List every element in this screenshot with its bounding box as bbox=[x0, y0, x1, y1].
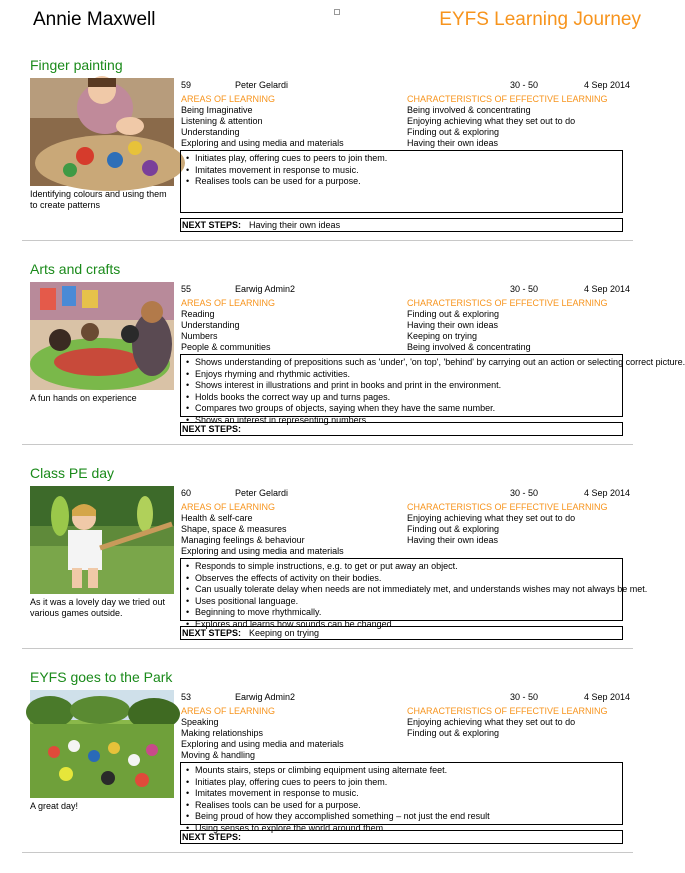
entry-age-band: 30 - 50 bbox=[510, 284, 539, 294]
area-item: Exploring and using media and materials bbox=[181, 138, 344, 148]
journal-entry bbox=[0, 261, 685, 465]
entry-age-band: 30 - 50 bbox=[510, 692, 539, 702]
area-item: Making relationships bbox=[181, 728, 264, 738]
entry-divider bbox=[22, 240, 633, 241]
char-item: Finding out & exploring bbox=[407, 728, 500, 738]
arts-crafts-photo bbox=[30, 282, 174, 390]
entry-title: Class PE day bbox=[30, 465, 115, 481]
next-steps-box bbox=[180, 626, 623, 640]
entry-date: 4 Sep 2014 bbox=[583, 284, 630, 294]
entry-number: 53 bbox=[181, 692, 192, 702]
outcomes-box bbox=[180, 354, 685, 425]
entry-number: 59 bbox=[181, 80, 192, 90]
student-name: Annie Maxwell bbox=[33, 9, 156, 30]
entry-age-band: 30 - 50 bbox=[510, 488, 539, 498]
area-item: Exploring and using media and materials bbox=[181, 739, 344, 749]
char-item: Finding out & exploring bbox=[407, 127, 500, 137]
char-item: Having their own ideas bbox=[407, 320, 499, 330]
areas-heading: AREAS OF LEARNING bbox=[181, 94, 276, 104]
entry-title: Finger painting bbox=[30, 57, 123, 73]
area-item: Listening & attention bbox=[181, 116, 263, 126]
outcome-item: • Using senses to explore the world around them bbox=[186, 823, 622, 835]
areas-of-learning bbox=[181, 298, 401, 354]
area-item: Moving & handling bbox=[181, 750, 256, 760]
next-steps-value: Having their own ideas bbox=[249, 220, 341, 230]
entry-number: 55 bbox=[181, 284, 192, 294]
entry-caption: A fun hands on experience bbox=[30, 393, 137, 403]
outcome-item: • Initiates play, offering cues to peers to join them. bbox=[186, 153, 622, 165]
area-item: Understanding bbox=[181, 320, 240, 330]
entry-caption: Identifying colours and using them to create patterns bbox=[30, 189, 167, 210]
outcome-item: • Enjoys rhyming and rhythmic activities. bbox=[186, 369, 622, 381]
area-item: People & communities bbox=[181, 342, 271, 352]
outcome-item: • Beginning to move rhythmically. bbox=[186, 607, 622, 619]
outcome-item: • Responds to simple instructions, e.g. to get or put away an object. bbox=[186, 561, 622, 573]
area-item: Reading bbox=[181, 309, 215, 319]
outcome-item: • Observes the effects of activity on their bodies. bbox=[186, 573, 622, 585]
outcome-item: • Realises tools can be used for a purpose. bbox=[186, 800, 622, 812]
outcome-item: • Shows interest in illustrations and print in books and print in the environment. bbox=[186, 380, 622, 392]
next-steps-label: NEXT STEPS: bbox=[182, 628, 242, 638]
entry-title: EYFS goes to the Park bbox=[30, 669, 173, 685]
outcome-item: • Explores and learns how sounds can be changed. bbox=[186, 619, 622, 631]
page-marker bbox=[334, 9, 340, 15]
outcome-item: • Compares two groups of objects, saying when they have the same number. bbox=[186, 403, 622, 415]
journal-entry bbox=[0, 465, 648, 669]
outcome-item: • Initiates play, offering cues to peers to join them. bbox=[186, 777, 622, 789]
outcomes-box bbox=[180, 150, 623, 213]
journal-entry bbox=[0, 669, 643, 873]
outcome-item: • Being proud of how they accomplished something – not just the end result bbox=[186, 811, 622, 823]
areas-heading: AREAS OF LEARNING bbox=[181, 706, 276, 716]
entry-author: Earwig Admin2 bbox=[235, 284, 296, 294]
char-item: Keeping on trying bbox=[407, 331, 478, 341]
characteristics-of-learning bbox=[407, 94, 637, 150]
area-item: Exploring and using media and materials bbox=[181, 546, 344, 556]
entry-date: 4 Sep 2014 bbox=[583, 80, 630, 90]
area-item: Numbers bbox=[181, 331, 218, 341]
outcome-item: • Imitates movement in response to music. bbox=[186, 788, 622, 800]
park-photo bbox=[30, 690, 174, 798]
areas-of-learning bbox=[181, 706, 401, 762]
entry-age-band: 30 - 50 bbox=[510, 80, 539, 90]
char-item: Enjoying achieving what they set out to do bbox=[407, 513, 576, 523]
outcome-item: • Mounts stairs, steps or climbing equipment using alternate feet. bbox=[186, 765, 622, 777]
outcome-item: • Uses positional language. bbox=[186, 596, 622, 608]
entry-author: Peter Gelardi bbox=[235, 80, 289, 90]
area-item: Speaking bbox=[181, 717, 219, 727]
areas-of-learning bbox=[181, 502, 401, 558]
areas-heading: AREAS OF LEARNING bbox=[181, 298, 276, 308]
char-item: Being involved & concentrating bbox=[407, 342, 531, 352]
entry-photo[interactable] bbox=[30, 78, 174, 186]
char-item: Enjoying achieving what they set out to do bbox=[407, 116, 576, 126]
chars-heading: CHARACTERISTICS OF EFFECTIVE LEARNING bbox=[407, 298, 608, 308]
area-item: Health & self-care bbox=[181, 513, 253, 523]
outcomes-box bbox=[180, 762, 623, 833]
entry-author: Peter Gelardi bbox=[235, 488, 289, 498]
next-steps-box bbox=[180, 830, 623, 844]
next-steps-label: NEXT STEPS: bbox=[182, 832, 242, 842]
next-steps-value: Keeping on trying bbox=[249, 628, 320, 638]
entry-divider bbox=[22, 852, 633, 853]
entry-photo[interactable] bbox=[30, 690, 174, 798]
outcome-item: • Can usually tolerate delay when needs are not immediately met, and understands wishes may not always be met. bbox=[186, 584, 622, 596]
next-steps-label: NEXT STEPS: bbox=[182, 220, 242, 230]
area-item: Being Imaginative bbox=[181, 105, 253, 115]
entry-photo[interactable] bbox=[30, 486, 174, 594]
entry-date: 4 Sep 2014 bbox=[583, 692, 630, 702]
outcomes-box bbox=[180, 558, 648, 629]
characteristics-of-learning bbox=[407, 706, 637, 762]
area-item: Shape, space & measures bbox=[181, 524, 287, 534]
outcome-item: • Shows an interest in representing numbers. bbox=[186, 415, 622, 427]
entry-caption: A great day! bbox=[30, 801, 79, 811]
chars-heading: CHARACTERISTICS OF EFFECTIVE LEARNING bbox=[407, 706, 608, 716]
outcome-item: • Imitates movement in response to music. bbox=[186, 165, 622, 177]
pe-day-photo bbox=[30, 486, 174, 594]
areas-of-learning bbox=[181, 94, 401, 150]
characteristics-of-learning bbox=[407, 502, 637, 558]
entry-divider bbox=[22, 648, 633, 649]
entry-divider bbox=[22, 444, 633, 445]
char-item: Enjoying achieving what they set out to do bbox=[407, 717, 576, 727]
entry-author: Earwig Admin2 bbox=[235, 692, 296, 702]
entry-caption: As it was a lovely day we tried out various games outside. bbox=[30, 597, 166, 618]
next-steps-label: NEXT STEPS: bbox=[182, 424, 242, 434]
document-title: EYFS Learning Journey bbox=[439, 9, 641, 30]
next-steps-box bbox=[180, 218, 623, 232]
entry-title: Arts and crafts bbox=[30, 261, 121, 277]
outcome-item: • Shows understanding of prepositions such as 'under', 'on top', 'behind' by carrying out an action or selecting correct picture. bbox=[186, 357, 622, 369]
area-item: Managing feelings & behaviour bbox=[181, 535, 305, 545]
outcome-item: • Holds books the correct way up and turns pages. bbox=[186, 392, 622, 404]
next-steps-box bbox=[180, 422, 623, 436]
areas-heading: AREAS OF LEARNING bbox=[181, 502, 276, 512]
char-item: Being involved & concentrating bbox=[407, 105, 531, 115]
finger-painting-photo bbox=[30, 78, 174, 186]
outcome-item: • Realises tools can be used for a purpose. bbox=[186, 176, 622, 188]
journal-entry bbox=[0, 57, 643, 261]
chars-heading: CHARACTERISTICS OF EFFECTIVE LEARNING bbox=[407, 502, 608, 512]
char-item: Having their own ideas bbox=[407, 138, 499, 148]
char-item: Having their own ideas bbox=[407, 535, 499, 545]
entry-number: 60 bbox=[181, 488, 192, 498]
page-header bbox=[0, 0, 643, 40]
characteristics-of-learning bbox=[407, 298, 637, 354]
entry-photo[interactable] bbox=[30, 282, 174, 390]
char-item: Finding out & exploring bbox=[407, 524, 500, 534]
char-item: Finding out & exploring bbox=[407, 309, 500, 319]
area-item: Understanding bbox=[181, 127, 240, 137]
chars-heading: CHARACTERISTICS OF EFFECTIVE LEARNING bbox=[407, 94, 608, 104]
entry-date: 4 Sep 2014 bbox=[583, 488, 630, 498]
